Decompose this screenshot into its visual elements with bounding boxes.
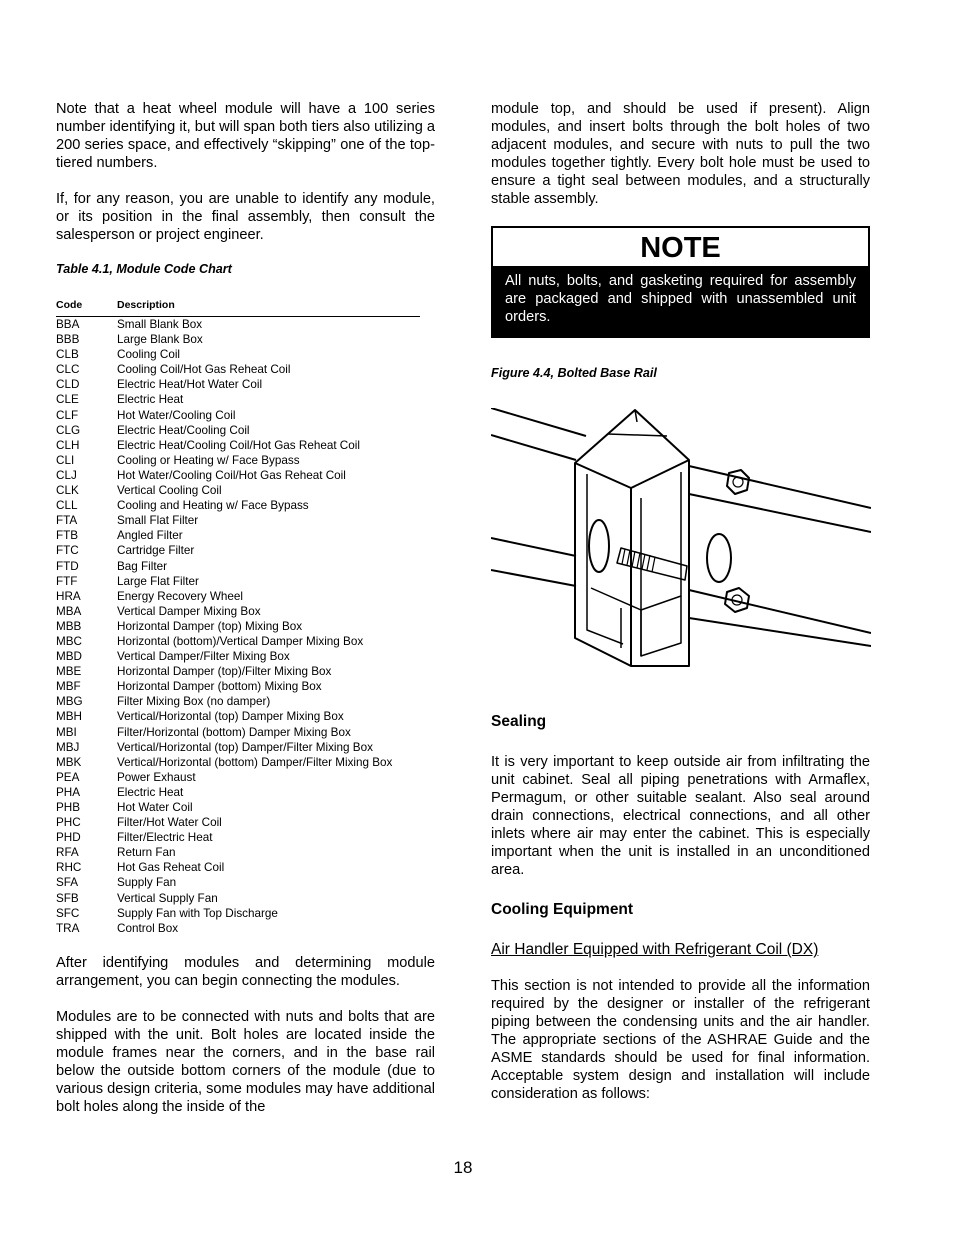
module-code-cell: HRA [56,589,81,603]
module-description-cell: Angled Filter [117,529,183,543]
table-row [56,619,420,634]
table-row [56,649,420,664]
rail-line [491,570,576,586]
paragraph-module-top: module top, and should be used if present). Align modules, and insert bolts through the bolt holes of two adjacent modules, and secure with nuts to pull the two modules together tightly. Every bolt hole must be used to ensure a tight seal between modules, and a structurally stable assembly. [491,101,870,207]
module-code-cell: CLJ [56,468,77,482]
module-code-cell: MBA [56,604,82,618]
table-row [56,453,420,468]
module-code-cell: SFC [56,906,80,920]
module-code-cell: CLL [56,499,78,513]
table-row [56,559,420,574]
table-row [56,589,420,604]
table-row [56,815,420,830]
module-description-cell: Filter Mixing Box (no damper) [117,695,271,709]
module-code-cell: CLI [56,453,75,467]
module-description-cell: Vertical Damper/Filter Mixing Box [117,650,290,664]
module-code-cell: CLK [56,484,79,498]
module-code-cell: MBB [56,619,82,633]
note-box [491,226,870,338]
table-row [56,438,420,453]
table-header-row [56,298,420,317]
module-description-cell: Electric Heat [117,785,184,799]
table-row [56,408,420,423]
column-header-description: Description [117,298,420,317]
module-code-cell: CLH [56,438,80,452]
page-number: 18 [453,1158,473,1177]
top-seam [608,434,667,436]
table-body [56,317,420,936]
rail-line [491,435,576,460]
module-code-cell: CLF [56,408,79,422]
module-code-cell: BBA [56,318,80,331]
module-code-cell: MBK [56,755,82,769]
rail-line [689,618,871,646]
bolt-hole [589,520,609,572]
column-header-code: Code [56,298,117,317]
table-row [56,483,420,498]
figure-bolted-base-rail [491,408,870,673]
table-row [56,574,420,589]
paragraph-identify-module: If, for any reason, you are unable to identify any module, or its position in the final assembly, then consult the salesperson or project engineer. [56,191,435,243]
module-description-cell: Bag Filter [117,559,168,573]
table-row [56,800,420,815]
module-code-cell: MBE [56,665,82,679]
paragraph-heat-wheel: Note that a heat wheel module will have a 100 series number identifying it, but will span both tiers also utilizing a 200 series space, and effectively “skipping” one of the top-tiered numbers. [56,101,435,171]
bolt-hole [707,534,731,582]
rail-line [689,590,871,633]
module-description-cell: Hot Water/Cooling Coil [117,408,236,422]
sealing-heading: Sealing [491,713,547,730]
table-caption: Table 4.1, Module Code Chart [56,262,232,276]
module-description-cell: Vertical Supply Fan [117,891,218,905]
module-description-cell: Supply Fan with Top Discharge [117,906,278,920]
note-title: NOTE [493,228,868,266]
table-row [56,755,420,770]
module-code-cell: MBD [56,650,82,664]
module-description-cell: Electric Heat/Hot Water Coil [117,378,263,392]
module-description-cell: Small Blank Box [117,318,203,331]
module-code-cell: CLB [56,348,79,362]
module-description-cell: Cooling or Heating w/ Face Bypass [117,453,300,467]
module-description-cell: Energy Recovery Wheel [117,589,244,603]
table-row [56,906,420,921]
table-row [56,377,420,392]
table-row [56,785,420,800]
dx-paragraph: This section is not intended to provide all the information required by the designer or installer of the refrigerant piping between the condensing units and the air handler. The appropriate sections of the ASHRAE Guide and the ASME standards should be used for final information. Acceptable system design and installation will include consideration as follows: [491,978,870,1102]
module-code-cell: CLG [56,423,81,437]
module-description-cell: Hot Gas Reheat Coil [117,861,225,875]
table-row [56,664,420,679]
module-description-cell: Vertical/Horizontal (top) Damper Mixing Box [117,710,344,724]
table-row [56,921,420,936]
module-code-cell: SFB [56,891,79,905]
table-row [56,830,420,845]
cooling-equipment-heading: Cooling Equipment [491,901,634,918]
rail-line [689,494,871,532]
module-description-cell: Horizontal Damper (bottom) Mixing Box [117,680,322,694]
module-code-cell: PHA [56,785,81,799]
table-row [56,634,420,649]
module-code-cell: MBG [56,695,83,709]
module-description-cell: Vertical Cooling Coil [117,484,222,498]
module-code-table [56,298,420,936]
module-description-cell: Vertical/Horizontal (bottom) Damper/Filter Mixing Box [117,755,393,769]
table-row [56,468,420,483]
module-code-cell: FTA [56,514,78,528]
module-code-cell: MBF [56,680,81,694]
table-row [56,875,420,890]
module-code-cell: PHB [56,801,81,814]
module-code-cell: FTF [56,574,78,588]
module-description-cell: Electric Heat/Cooling Coil [117,423,250,437]
module-code-cell: MBH [56,710,82,724]
module-description-cell: Filter/Horizontal (bottom) Damper Mixing Box [117,725,351,739]
module-description-cell: Control Box [117,921,179,935]
module-description-cell: Electric Heat/Cooling Coil/Hot Gas Reheat Coil [117,438,360,452]
module-description-cell: Return Fan [117,846,176,860]
module-description-cell: Hot Water Coil [117,801,193,814]
module-code-cell: FTB [56,529,79,543]
module-description-cell: Power Exhaust [117,770,196,784]
module-code-cell: MBI [56,725,77,739]
module-description-cell: Cooling and Heating w/ Face Bypass [117,499,309,513]
table-row [56,543,420,558]
module-description-cell: Cooling Coil [117,348,181,362]
module-description-cell: Cooling Coil/Hot Gas Reheat Coil [117,363,291,377]
table-row [56,725,420,740]
module-description-cell: Filter/Hot Water Coil [117,816,222,830]
figure-caption: Figure 4.4, Bolted Base Rail [491,366,657,380]
module-code-cell: PHD [56,831,81,845]
right-column [491,100,870,1103]
table-row [56,528,420,543]
module-code-cell: FTC [56,544,79,558]
table-row [56,679,420,694]
module-description-cell: Large Flat Filter [117,574,199,588]
module-code-cell: TRA [56,921,80,935]
bolted-base-rail-illustration [491,408,871,673]
table-row [56,347,420,362]
module-description-cell: Large Blank Box [117,333,203,347]
module-code-cell: PEA [56,770,80,784]
table-row [56,317,420,333]
module-code-cell: FTD [56,559,79,573]
module-description-cell: Filter/Electric Heat [117,831,213,845]
module-code-cell: RFA [56,846,79,860]
module-description-cell: Cartridge Filter [117,544,195,558]
module-description-cell: Hot Water/Cooling Coil/Hot Gas Reheat Coil [117,468,346,482]
table-row [56,770,420,785]
module-description-cell: Small Flat Filter [117,514,199,528]
left-column [56,100,435,1116]
module-description-cell: Electric Heat [117,393,184,407]
module-description-cell: Horizontal Damper (top)/Filter Mixing Box [117,665,332,679]
module-code-cell: PHC [56,816,81,830]
rail-line [491,408,586,436]
module-code-cell: CLC [56,363,80,377]
dx-subheading: Air Handler Equipped with Refrigerant Coil (DX) [491,941,819,958]
module-code-cell: SFA [56,876,79,890]
table-row [56,709,420,724]
table-row [56,891,420,906]
module-code-cell: CLD [56,378,80,392]
paragraph-after-identifying: After identifying modules and determining module arrangement, you can begin connecting the modules. [56,954,435,989]
table-row [56,845,420,860]
table-row [56,392,420,407]
paragraph-bolts: Modules are to be connected with nuts and bolts that are shipped with the unit. Bolt holes are located inside the module frames near the corners, and in the base rail below the outside bottom corners of the module (due to various design criteria, some modules may have additional bolt holes along the inside of the [56,1008,435,1115]
hex-nut [727,470,749,494]
table-row [56,362,420,377]
module-code-cell: BBB [56,333,80,347]
sealing-paragraph: It is very important to keep outside air from infiltrating the unit cabinet. Seal all piping penetrations with Armaflex, Permagum, or other suitable sealant. Also seal around drain connections, electrical connections, and all other inlets where air may enter the cabinet. This is especially important when the unit is installed in an unconditioned area. [491,754,870,878]
table-row [56,513,420,528]
module-code-cell: MBC [56,634,82,648]
note-text: All nuts, bolts, and gasketing required for assembly are packaged and shipped with unassembled unit orders. [505,273,856,325]
module-description-cell: Horizontal (bottom)/Vertical Damper Mixing Box [117,634,364,648]
module-description-cell: Vertical/Horizontal (top) Damper/Filter Mixing Box [117,740,373,754]
table-row [56,332,420,347]
module-code-cell: CLE [56,393,79,407]
module-description-cell: Supply Fan [117,876,177,890]
module-description-cell: Horizontal Damper (top) Mixing Box [117,619,303,633]
table-row [56,423,420,438]
module-code-cell: MBJ [56,740,80,754]
table-row [56,498,420,513]
rail-line [491,538,576,556]
module-description-cell: Vertical Damper Mixing Box [117,604,261,618]
rail-line [689,466,871,508]
module-code-cell: RHC [56,861,82,875]
table-row [56,694,420,709]
box-top-edge [575,460,689,488]
table-row [56,860,420,875]
table-row [56,604,420,619]
table-row [56,740,420,755]
